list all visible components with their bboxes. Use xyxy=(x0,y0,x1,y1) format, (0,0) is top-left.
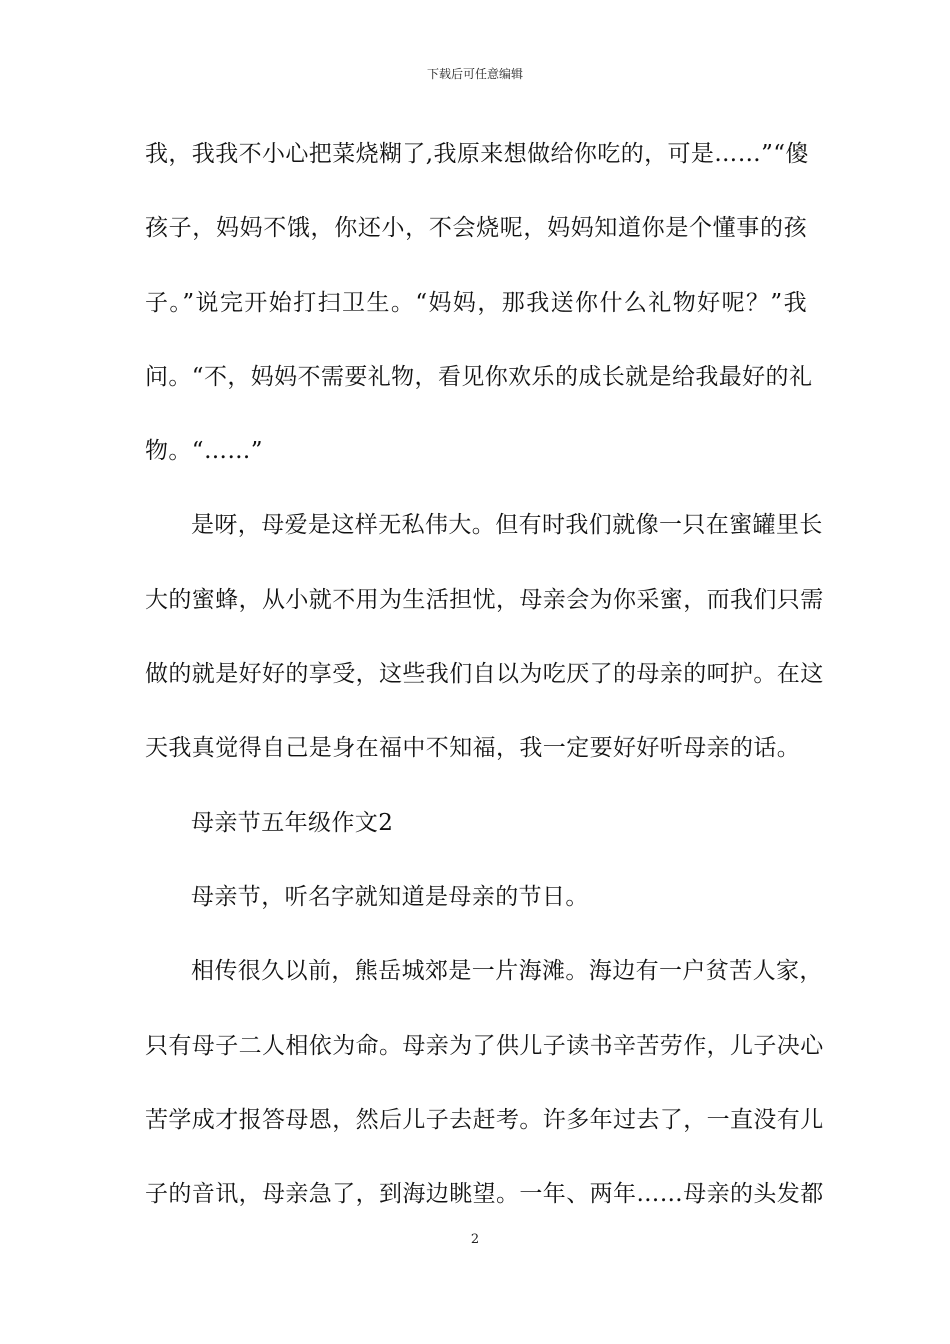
text-line: 苦学成才报答母恩，然后儿子去赶考。许多年过去了，一直没有儿 xyxy=(145,1106,824,1133)
text-line: 做的就是好好的享受，这些我们自以为吃厌了的母亲的呵护。在这 xyxy=(145,661,824,688)
page-number: 2 xyxy=(470,1232,480,1247)
section-heading: 母亲节五年级作文2 xyxy=(191,809,394,836)
text-line: 是呀，母爱是这样无私伟大。但有时我们就像一只在蜜罐里长 xyxy=(191,512,823,539)
text-line: 物。“……” xyxy=(145,438,263,465)
text-line: 母亲节，听名字就知道是母亲的节日。 xyxy=(191,883,589,910)
text-line: 相传很久以前，熊岳城郊是一片海滩。海边有一户贫苦人家， xyxy=(191,958,823,985)
text-line: 我，我我不小心把菜烧糊了,我原来想做给你吃的，可是……”“傻 xyxy=(145,141,809,167)
page-header: 下载后可任意编辑 xyxy=(426,67,523,81)
text-line: 问。“不，妈妈不需要礼物，看见你欢乐的成长就是给我最好的礼 xyxy=(145,363,813,390)
text-line: 只有母子二人相依为命。母亲为了供儿子读书辛苦劳作，儿子决心 xyxy=(145,1032,824,1059)
text-line: 子。”说完开始打扫卫生。“妈妈，那我送你什么礼物好呢？”我 xyxy=(145,289,807,316)
text-line: 大的蜜蜂，从小就不用为生活担忧，母亲会为你采蜜，而我们只需 xyxy=(145,586,824,613)
text-line: 子的音讯，母亲急了，到海边眺望。一年、两年……母亲的头发都 xyxy=(145,1181,824,1208)
text-line: 孩子，妈妈不饿，你还小，不会烧呢，妈妈知道你是个懂事的孩 xyxy=(145,215,807,242)
document-body xyxy=(145,131,824,1245)
text-line: 天我真觉得自己是身在福中不知福，我一定要好好听母亲的话。 xyxy=(145,735,801,762)
